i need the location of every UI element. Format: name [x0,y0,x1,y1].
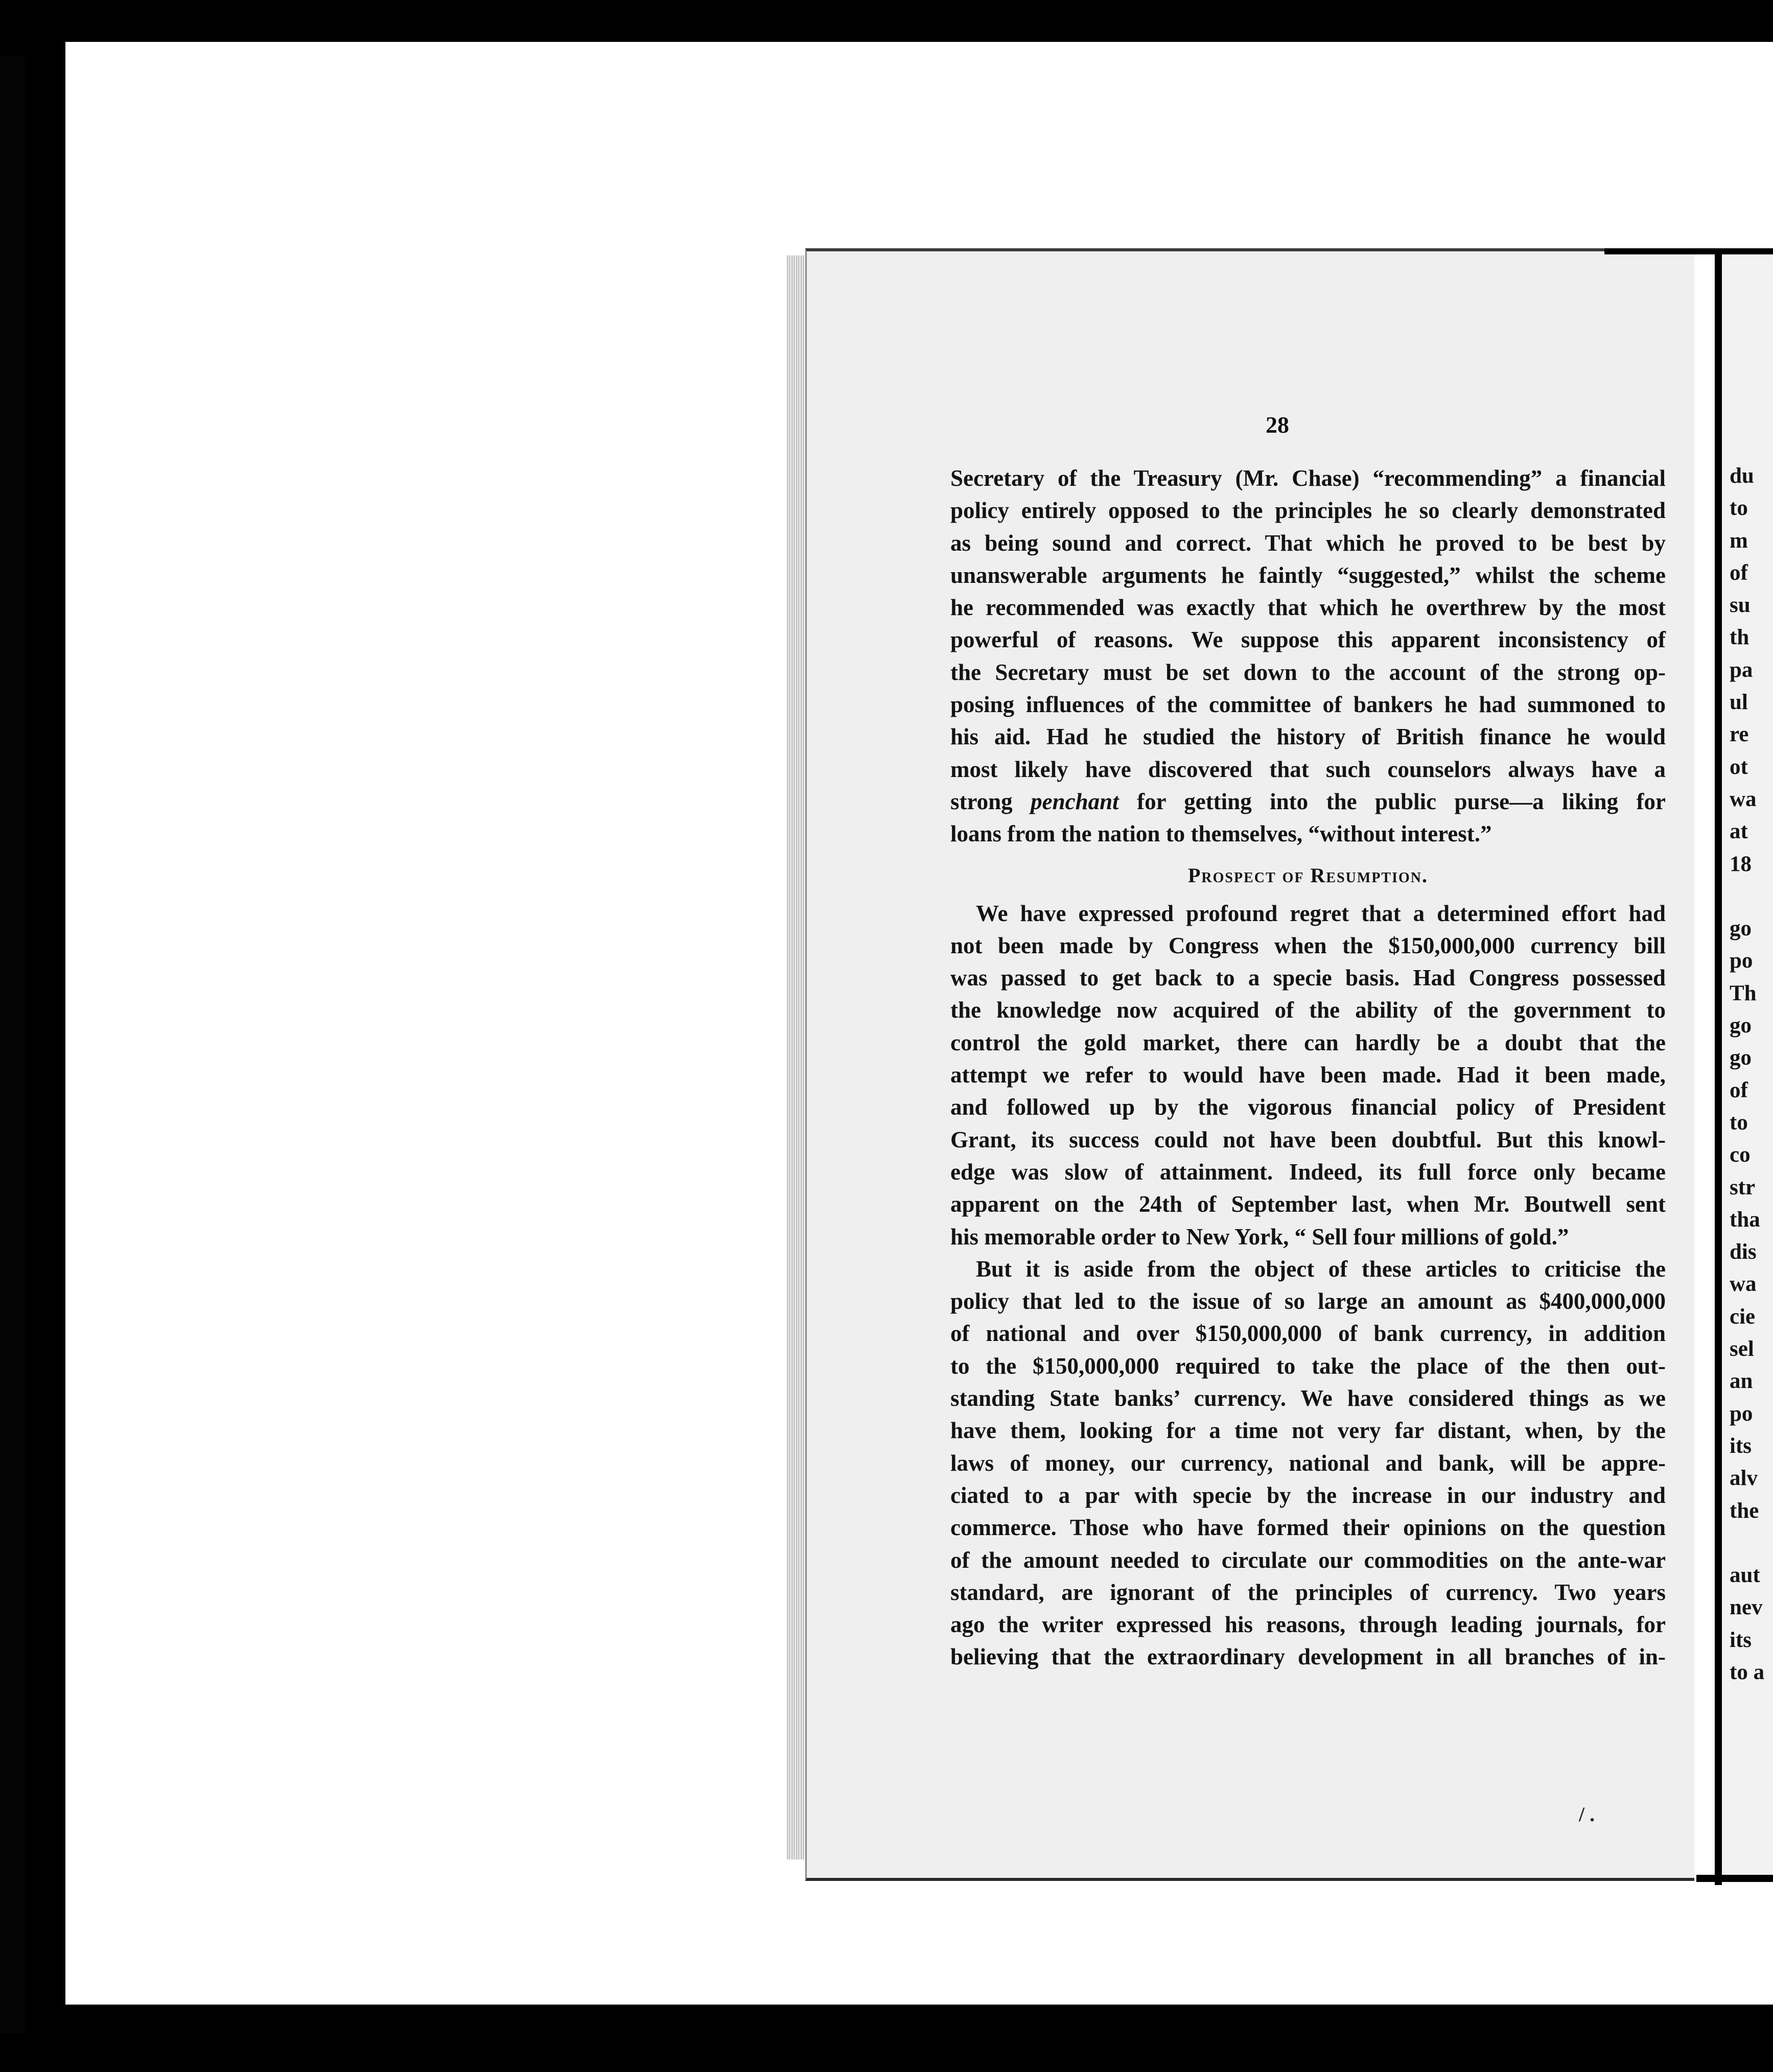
facing-page-fragment: dis [1730,1240,1757,1264]
text-line: he recommended was exactly that which he overthrew by the most [950,595,1666,621]
text-line: of the amount needed to circulate our commodities on the ante-war [950,1547,1666,1573]
facing-page-fragment: go [1730,1014,1752,1038]
facing-page-fragment: 18 [1730,852,1752,876]
facing-page-fragment: the [1730,1498,1759,1523]
paragraph-3 [950,1253,1666,1674]
facing-page-fragment: to [1730,1110,1748,1135]
text-line: attempt we refer to would have been made. Had it been made, [950,1062,1666,1088]
scan-edge-mark [0,56,25,2033]
text-line: was passed to get back to a specie basis. Had Congress possessed [950,965,1666,991]
text-line: policy that led to the issue of so large an amount as $400,000,000 [950,1288,1666,1314]
gutter-rule-bottom [1696,1875,1773,1882]
text-line: standard, are ignorant of the principles of currency. Two years [950,1579,1666,1605]
facing-page-fragment: to a [1730,1660,1765,1684]
text-line: the knowledge now acquired of the ability of the government to [950,997,1666,1023]
text-line: posing influences of the committee of bankers he had summoned to [950,692,1666,718]
heading-spacer [950,851,1666,857]
page-number: 28 [1266,412,1289,438]
text-line: believing that the extraordinary development in all branches of in- [950,1644,1666,1670]
facing-page-fragment: m [1730,528,1748,553]
text-line: the Secretary must be set down to the account of the strong op- [950,659,1666,685]
facing-page-fragment: an [1730,1369,1753,1394]
facing-page-fragment: nev [1730,1595,1763,1620]
facing-page-fragment: at [1730,819,1748,844]
bottom-marks: / . [1579,1803,1595,1826]
text-line: powerful of reasons. We suppose this apparent inconsistency of [950,627,1666,653]
facing-page-fragment: alv [1730,1466,1758,1491]
text-line: strong penchant for getting into the public purse—a liking for [950,788,1666,814]
text-line: of national and over $150,000,000 of bank currency, in addition [950,1321,1666,1347]
text-line: policy entirely opposed to the principles he so clearly demonstrated [950,498,1666,524]
facing-page-fragment: th [1730,625,1749,650]
facing-page-fragment: du [1730,464,1754,488]
text-line: laws of money, our currency, national and bank, will be appre- [950,1450,1666,1476]
text-line: commerce. Those who have formed their opinions on the question [950,1515,1666,1541]
text-line: apparent on the 24th of September last, when Mr. Boutwell sent [950,1191,1666,1217]
text-line: Grant, its success could not have been doubtful. But this knowl- [950,1126,1666,1152]
paragraph-2 [950,898,1666,1253]
facing-page-fragment: to [1730,496,1748,521]
text-line: Secretary of the Treasury (Mr. Chase) “recommending” a financial [950,465,1666,491]
facing-page-fragment: co [1730,1143,1751,1167]
text-line: But it is aside from the object of these articles to criticise the [976,1256,1666,1282]
text-line: control the gold market, there can hardly be a doubt that the [950,1029,1666,1055]
facing-page-text [1730,460,1773,1688]
facing-page-fragment: of [1730,560,1748,585]
facing-page-fragment: wa [1730,787,1757,811]
text-line: ago the writer expressed his reasons, through leading journals, for [950,1612,1666,1638]
facing-page-fragment: ot [1730,755,1748,779]
text-line: unanswerable arguments he faintly “suggested,” whilst the scheme [950,562,1666,588]
text-line: standing State banks’ currency. We have considered things as we [950,1385,1666,1411]
facing-page-fragment: go [1730,916,1752,941]
paragraph-1 [950,462,1666,851]
facing-page-fragment: re [1730,722,1749,747]
text-line: edge was slow of attainment. Indeed, its full force only became [950,1159,1666,1185]
text-line: and followed up by the vigorous financial policy of President [950,1094,1666,1120]
facing-page-fragment [1730,1527,1773,1559]
facing-page-fragment [1730,880,1773,912]
facing-page-fragment: wa [1730,1272,1757,1297]
facing-page-fragment: of [1730,1078,1748,1102]
facing-page-fragment: tha [1730,1207,1760,1232]
facing-page-fragment: its [1730,1628,1752,1652]
facing-page-fragment: its [1730,1433,1752,1458]
text-line: have them, looking for a time not very far distant, when, by the [950,1418,1666,1444]
facing-page-fragment: cie [1730,1304,1756,1329]
text-line: his aid. Had he studied the history of British finance he would [950,724,1666,750]
facing-page-fragment: po [1730,1401,1753,1426]
page-stack-edge [787,255,807,1859]
text-line: ciated to a par with specie by the increase in our industry and [950,1482,1666,1508]
section-heading: Prospect of Resumption. [1187,863,1429,887]
facing-page-fragment: su [1730,593,1751,618]
text-line: loans from the nation to themselves, “without interest.” [950,821,1492,847]
text-line: to the $150,000,000 required to take the place of the then out- [950,1353,1666,1379]
text-line: We have expressed profound regret that a determined effort had [976,900,1666,926]
text-line: his memorable order to New York, “ Sell four millions of gold.” [950,1223,1569,1250]
facing-page-fragment: str [1730,1175,1756,1199]
facing-page-fragment: Th [1730,981,1757,1005]
text-line: not been made by Congress when the $150,000,000 currency bill [950,932,1666,958]
gutter-rule [1715,250,1722,1885]
facing-page-fragment: aut [1730,1563,1760,1588]
facing-page-fragment: go [1730,1046,1752,1070]
text-line: as being sound and correct. That which he proved to be best by [950,530,1666,556]
text-line: most likely have discovered that such counselors always have a [950,756,1666,782]
facing-page-fragment: po [1730,949,1753,973]
body-text [950,462,1666,1674]
facing-page-fragment: pa [1730,657,1753,682]
gutter-rule-top [1604,248,1773,254]
facing-page-fragment: sel [1730,1337,1754,1361]
facing-page-fragment: ul [1730,690,1748,715]
